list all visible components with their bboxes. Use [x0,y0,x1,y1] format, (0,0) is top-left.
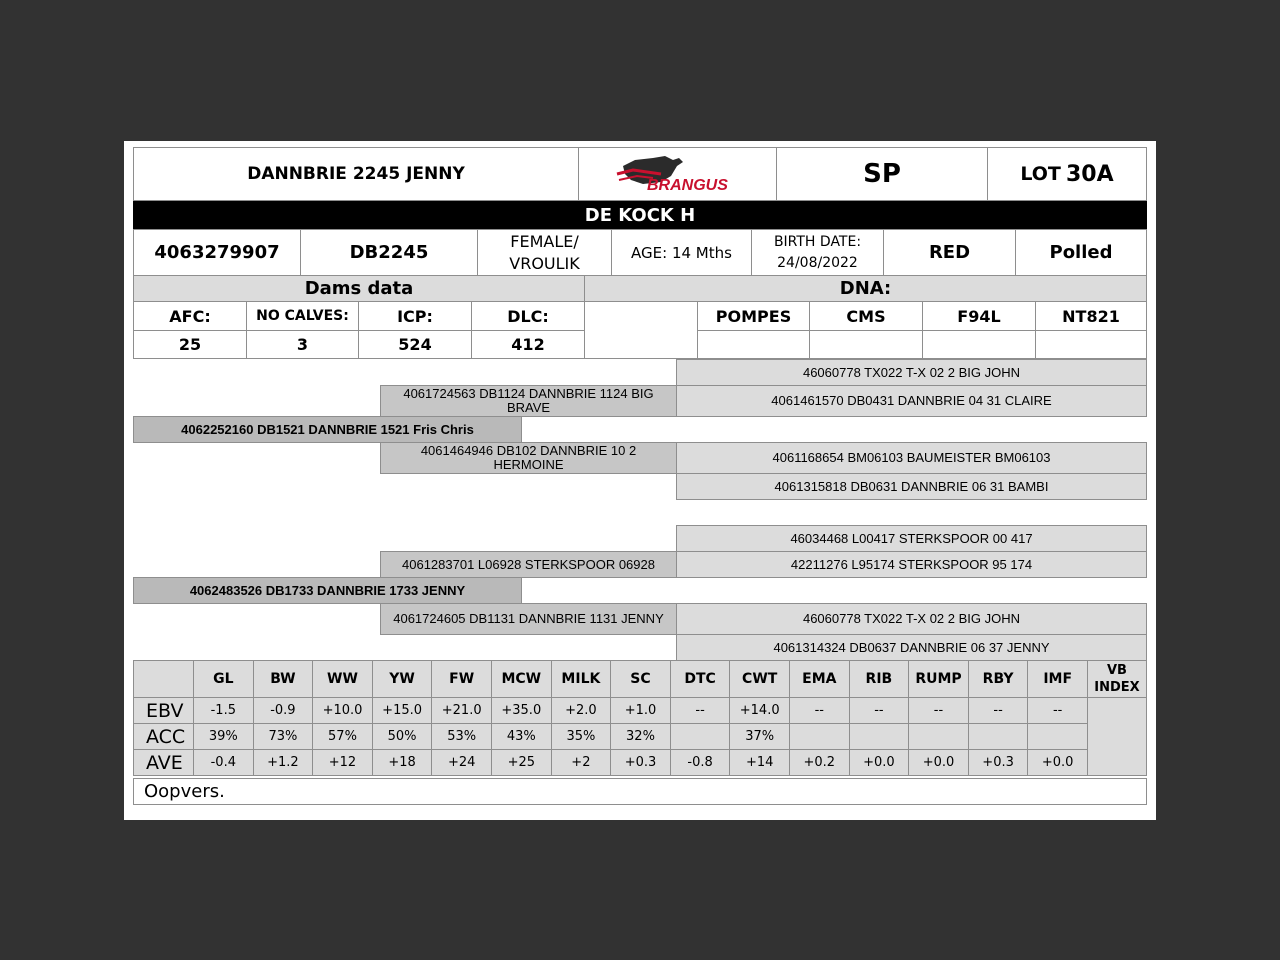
ebv-ebv-sc: +1.0 [610,697,671,724]
ebv-ave-ema: +0.2 [789,749,850,776]
sex-field [477,229,612,276]
ebv-ebv-imf: -- [1027,697,1088,724]
ebv-ebv-ww: +10.0 [312,697,373,724]
logo-text: BRANGUS [646,177,728,194]
dams-header-calves: NO CALVES: [246,301,359,331]
lot-prefix: LOT [1020,163,1061,185]
ebv-ebv-milk: +2.0 [551,697,612,724]
ebv-acc-yw: 50% [372,723,433,750]
ebv-acc-rby [968,723,1029,750]
ebv-header-rby: RBY [968,660,1029,698]
ebv-header-ww: WW [312,660,373,698]
horn-status-field: Polled [1015,229,1147,276]
ebv-acc-gl: 39% [193,723,254,750]
pedigree-sire-sire: 4061724563 DB1124 DANNBRIE 1124 BIG BRAVE [380,385,677,417]
dna-value-pompes [697,330,810,359]
ebv-header-mcw: MCW [491,660,552,698]
tag-number: DB2245 [300,229,478,276]
ebv-acc-dtc [670,723,731,750]
ebv-header-gl: GL [193,660,254,698]
ebv-header-corner [133,660,194,698]
vb-index-line2: INDEX [1094,680,1140,695]
dna-value-cms [809,330,923,359]
grade-label: SP [776,147,988,201]
ebv-ave-rby: +0.3 [968,749,1029,776]
pedigree-dam-sire-dam: 42211276 L95174 STERKSPOOR 95 174 [676,551,1147,578]
ebv-ebv-mcw: +35.0 [491,697,552,724]
ebv-row-label-ave: AVE [133,749,194,776]
dna-header-pompes: POMPES [697,301,810,331]
ebv-ave-rib: +0.0 [849,749,910,776]
ebv-header-rib: RIB [849,660,910,698]
pedigree-dam-dam-dam: 4061314324 DB0637 DANNBRIE 06 37 JENNY [676,634,1147,661]
dams-value-calves: 3 [246,330,359,359]
ebv-acc-rib [849,723,910,750]
ebv-ave-bw: +1.2 [253,749,314,776]
ebv-ave-milk: +2 [551,749,612,776]
ebv-ebv-rib: -- [849,697,910,724]
dams-data-title: Dams data [133,275,585,302]
ebv-ebv-rby: -- [968,697,1029,724]
dna-header-cms: CMS [809,301,923,331]
dams-value-dlc: 412 [471,330,585,359]
ebv-header-fw: FW [431,660,492,698]
ebv-acc-rump [908,723,969,750]
ebv-acc-cwt: 37% [729,723,790,750]
breeder-bar: DE KOCK H [133,201,1147,229]
ebv-ebv-yw: +15.0 [372,697,433,724]
ebv-ave-rump: +0.0 [908,749,969,776]
ebv-ave-ww: +12 [312,749,373,776]
vb-index-value [1087,697,1147,776]
ebv-ave-dtc: -0.8 [670,749,731,776]
age-field: AGE: 14 Mths [611,229,752,276]
ebv-header-milk: MILK [551,660,612,698]
ebv-header-cwt: CWT [729,660,790,698]
pedigree-sire-dam-dam: 4061315818 DB0631 DANNBRIE 06 31 BAMBI [676,473,1147,500]
brangus-logo [578,147,777,201]
pedigree-sire: 4062252160 DB1521 DANNBRIE 1521 Fris Chris [133,416,522,443]
birth-date-label: BIRTH DATE: [773,233,862,250]
dams-value-icp: 524 [358,330,472,359]
ebv-row-label-ebv: EBV [133,697,194,724]
dna-header-f94l: F94L [922,301,1036,331]
sex-line1: FEMALE/ [510,231,579,251]
pedigree-sire-dam-sire: 4061168654 BM06103 BAUMEISTER BM06103 [676,442,1147,474]
ebv-header-ema: EMA [789,660,850,698]
lot-card [124,141,1156,820]
ebv-ebv-bw: -0.9 [253,697,314,724]
dams-value-afc: 25 [133,330,247,359]
ebv-header-vb-index [1087,660,1147,698]
animal-name: DANNBRIE 2245 JENNY [133,147,579,201]
ebv-header-rump: RUMP [908,660,969,698]
sex-line2: VROULIK [509,253,580,273]
pedigree-dam-sire-sire: 46034468 L00417 STERKSPOOR 00 417 [676,525,1147,552]
bull-icon [613,152,743,196]
lot-number: 30A [1065,161,1114,187]
dna-header-nt821: NT821 [1035,301,1147,331]
ebv-ave-fw: +24 [431,749,492,776]
ebv-ave-yw: +18 [372,749,433,776]
pedigree-sire-sire-sire: 46060778 TX022 T-X 02 2 BIG JOHN [676,359,1147,386]
ebv-ave-gl: -0.4 [193,749,254,776]
id-number: 4063279907 [133,229,301,276]
vb-index-line1: VB [1107,663,1127,678]
ebv-acc-milk: 35% [551,723,612,750]
ebv-ave-mcw: +25 [491,749,552,776]
pedigree-dam-dam: 4061724605 DB1131 DANNBRIE 1131 JENNY [380,603,677,635]
ebv-acc-ema [789,723,850,750]
ebv-header-sc: SC [610,660,671,698]
ebv-ebv-rump: -- [908,697,969,724]
ebv-row-label-acc: ACC [133,723,194,750]
ebv-acc-fw: 53% [431,723,492,750]
ebv-ave-sc: +0.3 [610,749,671,776]
dna-title: DNA: [584,275,1147,302]
dams-header-icp: ICP: [358,301,472,331]
ebv-ave-imf: +0.0 [1027,749,1088,776]
dna-blank-cell [584,301,698,359]
notes-label: Oopvers. [133,778,1147,805]
ebv-acc-sc: 32% [610,723,671,750]
ebv-ebv-ema: -- [789,697,850,724]
lot-label [987,147,1147,201]
pedigree-sire-dam: 4061464946 DB102 DANNBRIE 10 2 HERMOINE [380,442,677,474]
ebv-ave-cwt: +14 [729,749,790,776]
ebv-ebv-gl: -1.5 [193,697,254,724]
birth-date-field [751,229,884,276]
ebv-acc-imf [1027,723,1088,750]
dna-value-f94l [922,330,1036,359]
pedigree-dam: 4062483526 DB1733 DANNBRIE 1733 JENNY [133,577,522,604]
ebv-header-bw: BW [253,660,314,698]
pedigree-sire-sire-dam: 4061461570 DB0431 DANNBRIE 04 31 CLAIRE [676,385,1147,417]
ebv-acc-bw: 73% [253,723,314,750]
ebv-header-yw: YW [372,660,433,698]
dams-header-dlc: DLC: [471,301,585,331]
pedigree-dam-sire: 4061283701 L06928 STERKSPOOR 06928 [380,551,677,578]
ebv-ebv-cwt: +14.0 [729,697,790,724]
ebv-ebv-fw: +21.0 [431,697,492,724]
birth-date-value: 24/08/2022 [777,254,858,271]
pedigree-dam-dam-sire: 46060778 TX022 T-X 02 2 BIG JOHN [676,603,1147,635]
ebv-ebv-dtc: -- [670,697,731,724]
dna-value-nt821 [1035,330,1147,359]
ebv-acc-ww: 57% [312,723,373,750]
ebv-header-dtc: DTC [670,660,731,698]
dams-header-afc: AFC: [133,301,247,331]
ebv-header-imf: IMF [1027,660,1088,698]
colour-field: RED [883,229,1016,276]
ebv-acc-mcw: 43% [491,723,552,750]
